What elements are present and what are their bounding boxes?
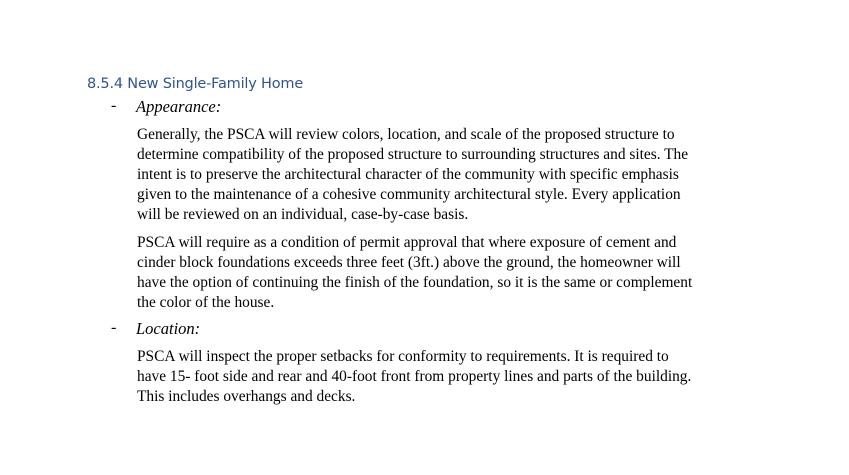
text-line: given to the maintenance of a cohesive community architectural style. Every application [137,186,681,203]
text-line: Generally, the PSCA will review colors, location, and scale of the proposed structure to [137,126,675,143]
text-line: determine compatibility of the proposed structure to surrounding structures and sites. The [137,146,689,163]
bullet-marker: - [111,319,117,336]
text-line: have the option of continuing the finish of the foundation, so it is the same or complement [137,274,693,291]
section-heading: 8.5.4 New Single-Family Home [87,76,304,92]
text-line: cinder block foundations exceeds three feet (3ft.) above the ground, the homeowner will [137,254,681,271]
text-line: intent is to preserve the architectural character of the community with specific emphasis [137,166,679,183]
paragraph [137,233,737,313]
text-line: the color of the house. [137,294,275,311]
bullet-marker: - [111,97,117,114]
text-line: have 15- foot side and rear and 40-foot front from property lines and parts of the building. [137,368,692,385]
paragraph [137,347,737,407]
text-line: PSCA will require as a condition of permit approval that where exposure of cement and [137,234,677,251]
text-line: This includes overhangs and decks. [137,388,356,405]
text-line: PSCA will inspect the proper setbacks for conformity to requirements. It is required to [137,348,669,365]
paragraph [137,125,737,225]
bullet-label-location: Location: [136,319,201,338]
bullet-label-appearance: Appearance: [136,97,222,116]
text-line: will be reviewed on an individual, case-by-case basis. [137,206,469,223]
